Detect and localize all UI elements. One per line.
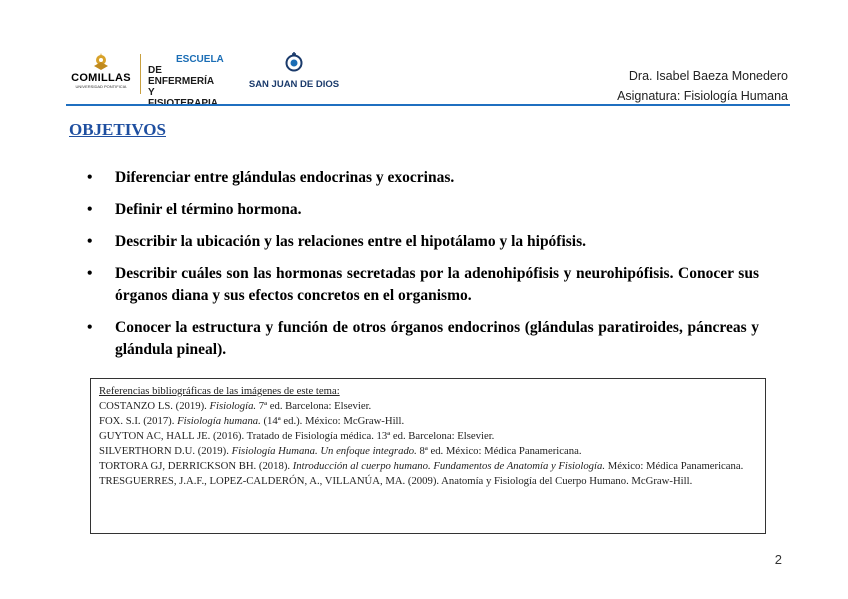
objective-text: Diferenciar entre glándulas endocrinas y exocrinas. bbox=[115, 169, 455, 186]
header-rule bbox=[66, 104, 790, 106]
reference-text: COSTANZO LS. (2019). bbox=[99, 400, 210, 412]
reference-title-italic: Fisiología Humana. Un enfoque integrado. bbox=[231, 445, 417, 457]
reference-entry bbox=[99, 429, 757, 444]
reference-text: TRESGUERRES, J.A.F., LOPEZ-CALDERÓN, A., VILLANÚA, MA. (2009). Anatomía y Fisiología del Cuerpo Humano. McGraw-Hill. bbox=[99, 475, 693, 487]
objective-text: Conocer la estructura y función de otros órganos endocrinos (glándulas paratiroides, páncreas y glándula pineal). bbox=[115, 319, 759, 358]
sjd-name: SAN JUAN DE DIOS bbox=[248, 79, 340, 90]
objective-text: Describir cuáles son las hormonas secretadas por la adenohipófisis y neurohipófisis. Conocer sus órganos diana y sus efectos concretos en el organismo. bbox=[115, 265, 759, 304]
escuela-line3: Y bbox=[148, 87, 155, 98]
logo-divider bbox=[140, 54, 141, 94]
reference-text: FOX. S.I. (2017). bbox=[99, 415, 178, 427]
comillas-name: COMILLAS bbox=[71, 72, 131, 84]
reference-entry bbox=[99, 474, 757, 489]
reference-text: (14ª ed.). México: McGraw-Hill. bbox=[260, 415, 405, 427]
escuela-logo bbox=[148, 54, 224, 109]
escuela-line1: ESCUELA bbox=[176, 54, 224, 65]
reference-title-italic: Introducción al cuerpo humano. Fundamentos de Anatomía y Fisiología. bbox=[292, 460, 606, 472]
comillas-logo bbox=[70, 52, 132, 89]
bullet: • bbox=[87, 233, 93, 250]
bullet: • bbox=[87, 319, 93, 336]
objective-item bbox=[87, 317, 759, 361]
reference-entry bbox=[99, 399, 757, 414]
author-name: Dra. Isabel Baeza Monedero bbox=[628, 69, 788, 83]
bullet: • bbox=[87, 201, 93, 218]
objectives-list bbox=[87, 167, 759, 371]
reference-entry bbox=[99, 444, 757, 459]
sjd-emblem-icon bbox=[283, 52, 305, 72]
bullet: • bbox=[87, 169, 93, 186]
section-title: OBJETIVOS bbox=[69, 120, 166, 139]
reference-text: 8ª ed. México: Médica Panamericana. bbox=[416, 445, 582, 457]
objective-item bbox=[87, 167, 759, 189]
reference-entry bbox=[99, 414, 757, 429]
references-title: Referencias bibliográficas de las imágenes de este tema: bbox=[99, 385, 340, 397]
reference-entry bbox=[99, 459, 757, 474]
reference-text: 7ª ed. Barcelona: Elsevier. bbox=[256, 400, 372, 412]
reference-text: México: Médica Panamericana. bbox=[605, 460, 744, 472]
references-box bbox=[90, 378, 766, 534]
page-number: 2 bbox=[774, 552, 782, 567]
sjd-logo bbox=[248, 52, 340, 90]
comillas-subtitle: UNIVERSIDAD PONTIFICIA bbox=[75, 84, 127, 89]
reference-title-italic: Fisiología. bbox=[209, 400, 257, 412]
reference-text: GUYTON AC, HALL JE. (2016). Tratado de Fisiología médica. 13ª ed. Barcelona: Elsevier. bbox=[99, 430, 495, 442]
header-info bbox=[617, 66, 788, 106]
subject-name: Asignatura: Fisiología Humana bbox=[617, 89, 788, 103]
objective-item bbox=[87, 199, 759, 221]
objective-text: Definir el término hormona. bbox=[115, 201, 302, 218]
reference-text: SILVERTHORN D.U. (2019). bbox=[99, 445, 232, 457]
comillas-crest-icon bbox=[88, 52, 114, 72]
reference-title-italic: Fisiología humana. bbox=[177, 415, 261, 427]
objective-item bbox=[87, 263, 759, 307]
objective-item bbox=[87, 231, 759, 253]
escuela-line2: DE ENFERMERÍA bbox=[148, 65, 215, 87]
objective-text: Describir la ubicación y las relaciones entre el hipotálamo y la hipófisis. bbox=[115, 233, 587, 250]
reference-text: TORTORA GJ, DERRICKSON BH. (2018). bbox=[99, 460, 293, 472]
bullet: • bbox=[87, 265, 93, 282]
